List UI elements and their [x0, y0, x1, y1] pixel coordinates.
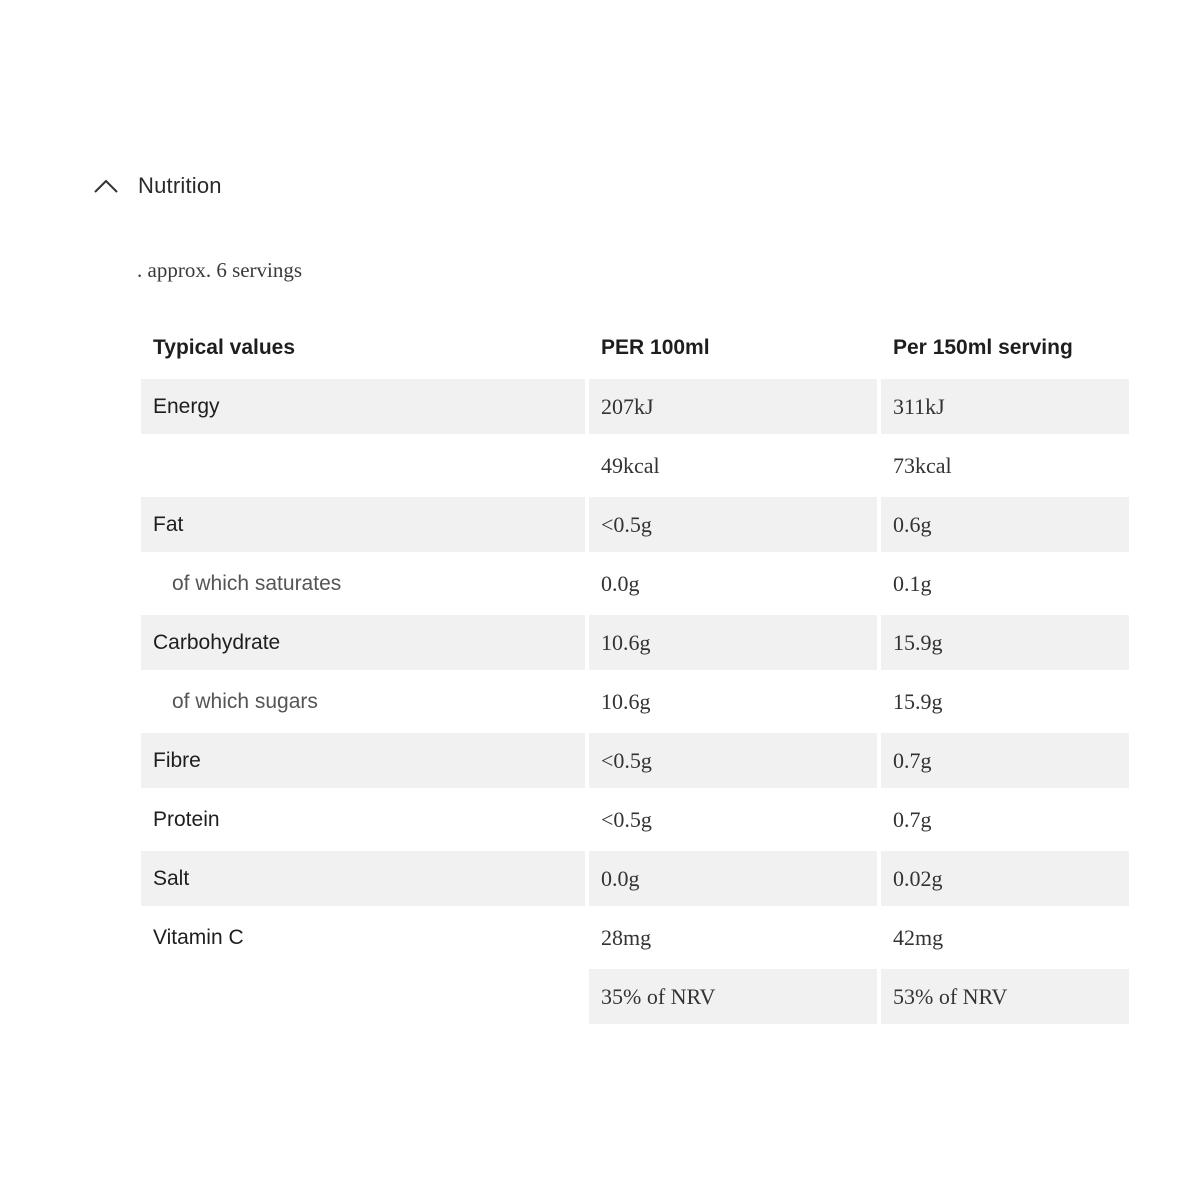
header-typical-values: Typical values: [153, 335, 296, 359]
value-per-100ml: 0.0g: [589, 851, 877, 910]
value-per-100ml: <0.5g: [589, 792, 877, 851]
nutrient-label: Protein: [141, 792, 585, 851]
table-row: [141, 969, 1129, 1028]
value-per-serving: 0.7g: [881, 733, 1129, 792]
table-row: [141, 733, 1129, 792]
table-row: [141, 497, 1129, 556]
chevron-up-icon: [92, 176, 120, 196]
value-per-serving: 0.1g: [881, 556, 1129, 615]
nutrient-label: Fibre: [141, 733, 585, 792]
table-row: [141, 910, 1129, 969]
nutrient-label: of which sugars: [141, 674, 585, 733]
value-per-serving: 73kcal: [881, 438, 1129, 497]
table-row: [141, 615, 1129, 674]
value-per-100ml: 10.6g: [589, 615, 877, 674]
value-per-serving: 311kJ: [881, 379, 1129, 438]
nutrient-label: [141, 969, 585, 1028]
value-per-100ml: <0.5g: [589, 733, 877, 792]
nutrition-table-body: [141, 379, 1129, 1028]
value-per-serving: 42mg: [881, 910, 1129, 969]
value-per-serving: 0.7g: [881, 792, 1129, 851]
value-per-100ml: <0.5g: [589, 497, 877, 556]
value-per-serving: 53% of NRV: [881, 969, 1129, 1028]
servings-note: . approx. 6 servings: [137, 258, 303, 282]
nutrient-label: Vitamin C: [141, 910, 585, 969]
nutrition-table: [137, 318, 1133, 1028]
value-per-serving: 15.9g: [881, 674, 1129, 733]
table-row: [141, 379, 1129, 438]
nutrient-label: [141, 438, 585, 497]
nutrition-title: Nutrition: [138, 173, 222, 198]
value-per-serving: 0.6g: [881, 497, 1129, 556]
value-per-100ml: 0.0g: [589, 556, 877, 615]
nutrient-label: of which saturates: [141, 556, 585, 615]
nutrient-label: Carbohydrate: [141, 615, 585, 674]
value-per-100ml: 28mg: [589, 910, 877, 969]
table-row: [141, 556, 1129, 615]
nutrient-label: Energy: [141, 379, 585, 438]
value-per-100ml: 10.6g: [589, 674, 877, 733]
table-header-row: [141, 318, 1129, 379]
table-row: [141, 674, 1129, 733]
nutrient-label: Fat: [141, 497, 585, 556]
table-row: [141, 792, 1129, 851]
header-per-serving: Per 150ml serving: [893, 335, 1073, 359]
value-per-100ml: 35% of NRV: [589, 969, 877, 1028]
nutrient-label: Salt: [141, 851, 585, 910]
header-per-100ml: PER 100ml: [601, 335, 710, 359]
value-per-serving: 0.02g: [881, 851, 1129, 910]
table-row: [141, 438, 1129, 497]
table-row: [141, 851, 1129, 910]
value-per-serving: 15.9g: [881, 615, 1129, 674]
value-per-100ml: 49kcal: [589, 438, 877, 497]
value-per-100ml: 207kJ: [589, 379, 877, 438]
nutrition-accordion-toggle[interactable]: [92, 166, 222, 206]
